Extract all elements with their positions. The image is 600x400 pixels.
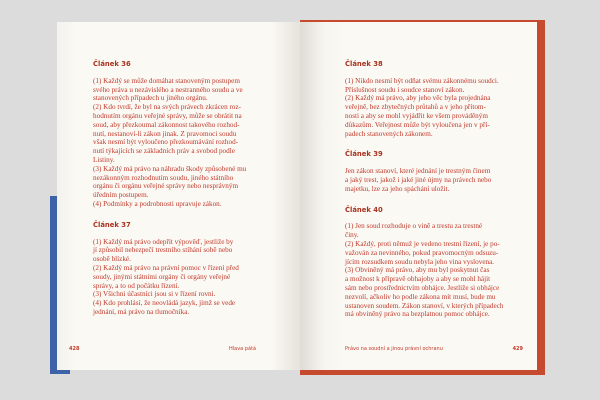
- left-page-text: [93, 60, 293, 329]
- article-heading: Článek 36: [93, 60, 131, 68]
- right-page: [300, 22, 537, 370]
- left-page: [57, 22, 300, 370]
- running-head: Právo na soudní a jinou právní ochranu: [345, 346, 443, 352]
- page-number: 429: [512, 346, 523, 352]
- running-head: Hlava pátá: [229, 346, 257, 352]
- article-body: (1) Každý má právo odepřít výpověď, jestliže by jí způsobil nebezpečí trestního stíhání sobě nebo osobě blízké. (2) Každý má právo na právní pomoc v řízení před soudy, jinými státními orgány či orgány veřejné správy, a to od počátku řízení. (3) Všichni účastníci jsou si v řízení rovni. (4) Kdo prohlásí, že neovládá jazyk, jímž se vede jednání, má právo na tlumočníka.: [93, 237, 239, 316]
- article-heading: Článek 40: [345, 205, 383, 214]
- article-body: (1) Nikdo nesmí být odňat svému zákonnému soudci. Příslušnost soudu i soudce stanoví zákon. (2) Každý má právo, aby jeho věc byla projednána veřejně, bez zbytečných průtahů a v jeho přítom- nosti a aby se mohl vyjádřit ke všem prováděným důkazům. Veřejnost může být vyloučena jen v pří- padech stanovených zákonem.: [345, 76, 499, 138]
- article-body: Jen zákon stanoví, které jednání je trestným činem a jaký trest, jakož i jaké jiné újmy na právech nebo majetku, lze za jeho spáchání uložit.: [345, 167, 492, 193]
- page-number: 428: [69, 346, 80, 352]
- article-body: (1) Každý se může domáhat stanoveným postupem svého práva u nezávislého a nestranného soudu a ve stanovených případech u jiného orgánu. (2) Kdo tvrdí, že byl na svých právech zkrácen roz- hodnutím orgánu veřejné správy, může se obrátit na soud, aby přezkoumal zákonnost takového rozhod- nutí, nestanoví-li zákon jinak. Z pravomoci soudu však nesmí být vyloučeno přezkoumávání rozhod- nutí týkajících se základních práv a svobod podle Listiny. (3) Každý má právo na náhradu škody způsobené mu nezákonným rozhodnutím soudu, jiného státního orgánu či orgánu veřejné správy nebo nesprávným úředním postupem. (4) Podmínky a podrobnosti upravuje zákon.: [93, 76, 247, 208]
- article-body: (1) Jen soud rozhoduje o vině a trestu za trestné činy. (2) Každý, proti němuž je vedeno trestní řízení, je po- važován za nevinného, pokud pravomocným odsuzu- jícím rozsudkem soudu nebyla jeho vina vyslovena. (3) Obviněný má právo, aby mu byl poskytnut čas a možnost k přípravě obhajoby a aby se mohl hájit sám nebo prostřednictvím obhájce. Jestliže si obhájce nezvolí, ačkoliv ho podle zákona mít musí, bude mu ustanoven soudem. Zákon stanoví, v kterých případech má obviněný právo na bezplatnou pomoc obhájce.: [345, 222, 504, 319]
- article-heading: Článek 37: [93, 220, 131, 229]
- right-page-text: [345, 60, 533, 331]
- article-heading: Článek 38: [345, 60, 383, 68]
- article-heading: Článek 39: [345, 150, 383, 159]
